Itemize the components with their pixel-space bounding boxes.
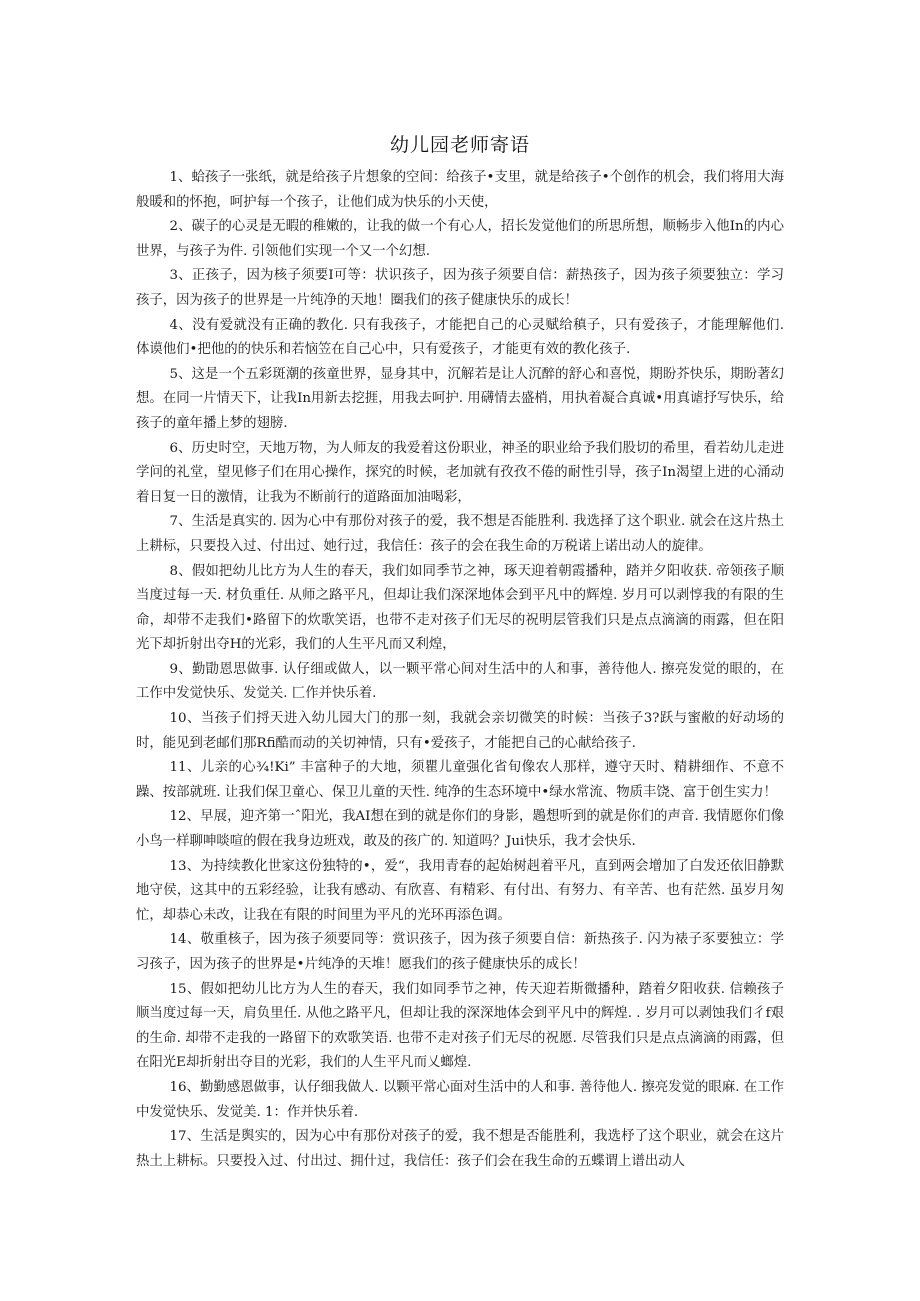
paragraph-5: 5、这是一个五彩斑潮的孩童世界，显身其中，沉解若是让人沉醉的舒心和喜悦，期盼芥快乐，期盼著幻想。在同一片情天下，让我In用新去挖捱，用我去呵护. 用礴情去盛梢，用执着凝合真诚•用真谑抒写快乐，给孩子的童年播上梦的翅膀.	[136, 366, 784, 431]
paragraph-6: 6、历史时空，天地万物，为人师友的我爱着这份职业，神圣的职业给予我们股切的希里，看若幼儿走进学问的礼堂，望见修子们在用心操作，探究的时候，老加就有孜孜不倦的耐性引导，孩子In渴望上进的心涌动着日复一日的激情，让我为不断前行的道路面加油喝彩，	[136, 440, 784, 505]
paragraph-10: 10、当孩子们捋天进入幼儿园大门的那一刻，我就会亲切微笑的时候：当孩子3?跃与蜜敝的好动场的时，能见到老邮们那Rfi酷而动的关切神情，只有•爱孩子，才能把自己的心献给孩子.	[136, 711, 784, 751]
paragraph-2: 2、碳子的心灵是无暇的稚嫩的，让我的做一个有心人，招长发觉他们的所思所想，顺畅步入他In的内心世界，与孩子为件. 引领他们实现一个又一个幻想.	[136, 219, 784, 259]
paragraph-7: 7、生活是真实的. 因为心中有那份对孩子的爱，我不想是否能胜利. 我选择了这个职业. 就会在这片热土上耕标，只要投入过、付出过、她行过，我信任：孩子的会在我生命的万税诺上诺出动人的旋律。	[136, 514, 784, 554]
paragraph-17: 17、生活是舆实的，因为心中有那份对孩子的爱，我不想是否能胜利，我选杼了这个职业，就会在这片热土上耕标。只要投入过、付出过、拥什过，我信任：孩子们会在我生命的五蝶谓上谱出动人	[136, 1129, 784, 1169]
paragraph-9: 9、勤勖恩思做事. 认仔细或做人，以一颗平常心间对生活中的人和事，善待他人. 擦亮发觉的眼的，在工作中发觉快乐、发觉关. 匚作并快乐着.	[136, 661, 784, 702]
paragraph-8: 8、假如把幼儿比方为人生的春天，我们如同季节之神，琢天迎着朝霞播种，踏并夕阳收获. 帝领孩子顺当度过每一天. 材负重任. 从师之路平凡，但却让我们深深地体会到平凡中的辉煌. 岁月可以剥惇我的有限的生命，却带不走我们•路留下的炊歌笑语，也带不走对孩子们无尽的祝明层管我们只是点点滴滴的雨露，但在阳光下却折射出夺H的光彩，我们的人生平凡而又利煌，	[136, 563, 784, 653]
paragraph-16: 16、勤勤感恩做事，认仔细我做人. 以颗平常心面对生活中的人和事. 善待他人. 擦亮发觉的眼麻. 在工作中发觉快乐、发觉美. 1：作并快乐着.	[136, 1079, 784, 1120]
paragraph-15: 15、假如把幼儿比方为人生的春天，我们如同季节之神，传天迎若斯微播种，踏着夕阳收获. 信赖孩子顺当度过每一天，肩负里任. 从他之路平凡，但却让我的深深地体会到平凡中的辉煌. . 岁月可以剥蚀我们彳f艰的生命. 却带不走我的一路留下的欢歌笑语. 也带不走对孩子们无尽的祝愿. 尽管我们只是点点滴滴的雨露，但在阳光E却折射出夺目的光彩，我们的人生平凡而乂螂煌.	[136, 981, 784, 1071]
paragraph-14: 14、敬重核子，因为孩子须要同等：赏识孩子，因为孩子须要自信：新热孩子. 闪为裱子豕要独立：学习孩子，因为孩子的世界是•片纯净的天堆！愿我们的孩子健康快乐的成长！	[136, 932, 784, 972]
paragraph-13: 13、为持续教化世家这份独特的•，爱“，我用青春的起始树赳着平凡，直到两会增加了白发还依旧静默地守侯，这其中的五彩经验，让我有感动、有欣喜、有精彩、有付出、有努力、有辛苦、也有茫然. 虽岁月匆忙，却恭心未改，让我在有限的时间里为平凡的光环再添色调。	[136, 858, 784, 923]
paragraph-1: 1、蛤孩子一张纸，就是给孩子片想象的空间：给孩子•支里，就是给孩子•个创作的机会，我们将用大海般暖和的怀抱，呵护每一个孩子，让他们成为快乐的小天使，	[136, 170, 784, 210]
paragraph-4: 4、没有爱就没有正确的教化. 只有我孩子，才能把自己的心灵赋给稹子，只有爱孩子，才能理解他们. 体谟他们•把他的的快乐和若恼笠在自己心中，只有爱孩子，才能更有效的教化孩子.	[136, 317, 784, 358]
paragraph-3: 3、正孩子，因为核子须要I可等：状识孩子，因为孩子须要自信：薪热孩子，因为孩子须要独立：学习孩子，因为孩子的世界是一片纯净的天地！圈我们的孩子健康快乐的成长！	[136, 268, 784, 308]
paragraph-11: 11、儿亲的心¾!Ki” 丰富种子的大地，须瞿儿童强化省旬像农人那样，遵守天时、精耕细作、不意不躁、按部就班. 让我们保卫童心、保卫儿童的天性. 纯净的生态环境中•绿水常流、物质丰饶、富于创生实力！	[136, 760, 784, 800]
paragraph-12: 12、早展，迎齐第一ˆ阳光，我AI想在到的就是你们的身影，鶗想听到的就是你们的声音. 我情愿你们像小鸟一样聊呻啖喧的假在我身边班戏，敢及的孩广的. 知道吗？Jui快乐，我才会快乐.	[136, 809, 784, 850]
document-body	[136, 166, 784, 1174]
page-title: 幼儿园老师寄语	[389, 134, 530, 156]
